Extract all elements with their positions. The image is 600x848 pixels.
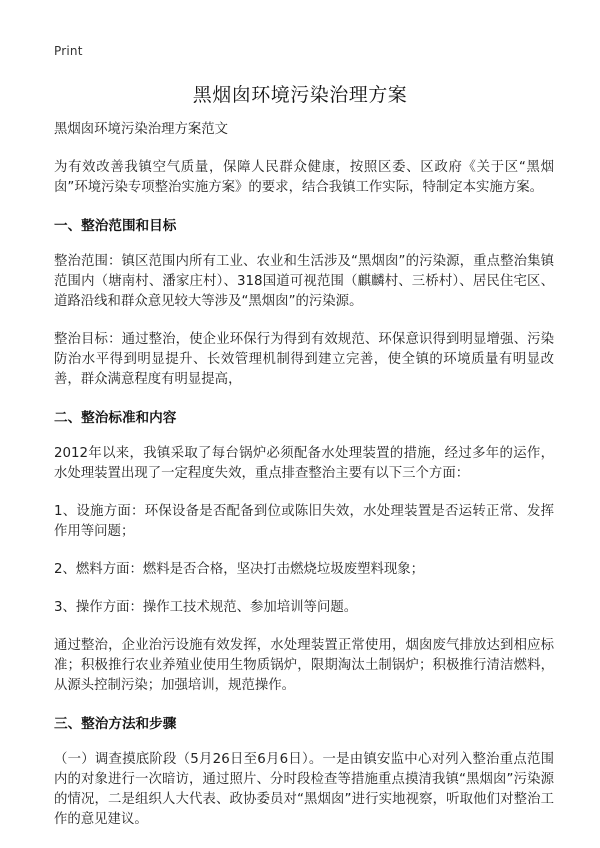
paragraph-background: 2012年以来，我镇采取了每台锅炉必须配备水处理装置的措施，经过多年的运作，水处理装置出现了一定程度失效，重点排查整治主要有以下三个方面： <box>54 446 554 481</box>
document-body <box>54 120 554 848</box>
list-item-operation: 3、操作方面：操作工技术规范、参加培训等问题。 <box>54 600 358 615</box>
list-item-fuel: 2、燃料方面：燃料是否合格，坚决打击燃烧垃圾废塑料现象； <box>54 562 425 577</box>
document-title: 黑烟囱环境污染治理方案 <box>192 84 408 106</box>
document-subtitle: 黑烟囱环境污染治理方案范文 <box>54 122 229 137</box>
paragraph-survey-phase: （一）调查摸底阶段（5月26日至6月6日）。一是由镇安监中心对列入整治重点范围内的对象进行一次暗访，通过照片、分时段检查等措施重点摸清我镇“黑烟囱”污染源的情况，二是组织人大代表、政协委员对“黑烟囱”进行实地视察，听取他们对整治工作的意见建议。 <box>54 752 554 827</box>
section-heading-standards: 二、整治标准和内容 <box>54 410 177 426</box>
list-item-facilities: 1、设施方面：环保设备是否配备到位或陈旧失效，水处理装置是否运转正常、发挥作用等问题； <box>54 504 554 539</box>
paragraph-outcome: 通过整治，企业治污设施有效发挥，水处理装置正常使用，烟囱废气排放达到相应标准；积极推行农业养殖业使用生物质锅炉，限期淘汰土制锅炉；积极推行清洁燃料，从源头控制污染；加强培训，规范操作。 <box>54 638 554 693</box>
print-label: Print <box>54 44 83 58</box>
intro-paragraph: 为有效改善我镇空气质量，保障人民群众健康，按照区委、区政府《关于区“黑烟囱”环境污染专项整治实施方案》的要求，结合我镇工作实际，特制定本实施方案。 <box>54 160 554 195</box>
section-heading-scope: 一、整治范围和目标 <box>54 218 177 234</box>
paragraph-scope: 整治范围：镇区范围内所有工业、农业和生活涉及“黑烟囱”的污染源，重点整治集镇范围内（塘南村、潘家庄村）、318国道可视范围（麒麟村、三桥村）、居民住宅区、道路沿线和群众意见较大等涉及“黑烟囱”的污染源。 <box>54 254 554 309</box>
paragraph-goal: 整治目标：通过整治，使企业环保行为得到有效规范、环保意识得到明显增强、污染防治水平得到明显提升、长效管理机制得到建立完善，使全镇的环境质量有明显改善，群众满意程度有明显提高， <box>54 332 554 387</box>
section-heading-methods: 三、整治方法和步骤 <box>54 716 177 732</box>
